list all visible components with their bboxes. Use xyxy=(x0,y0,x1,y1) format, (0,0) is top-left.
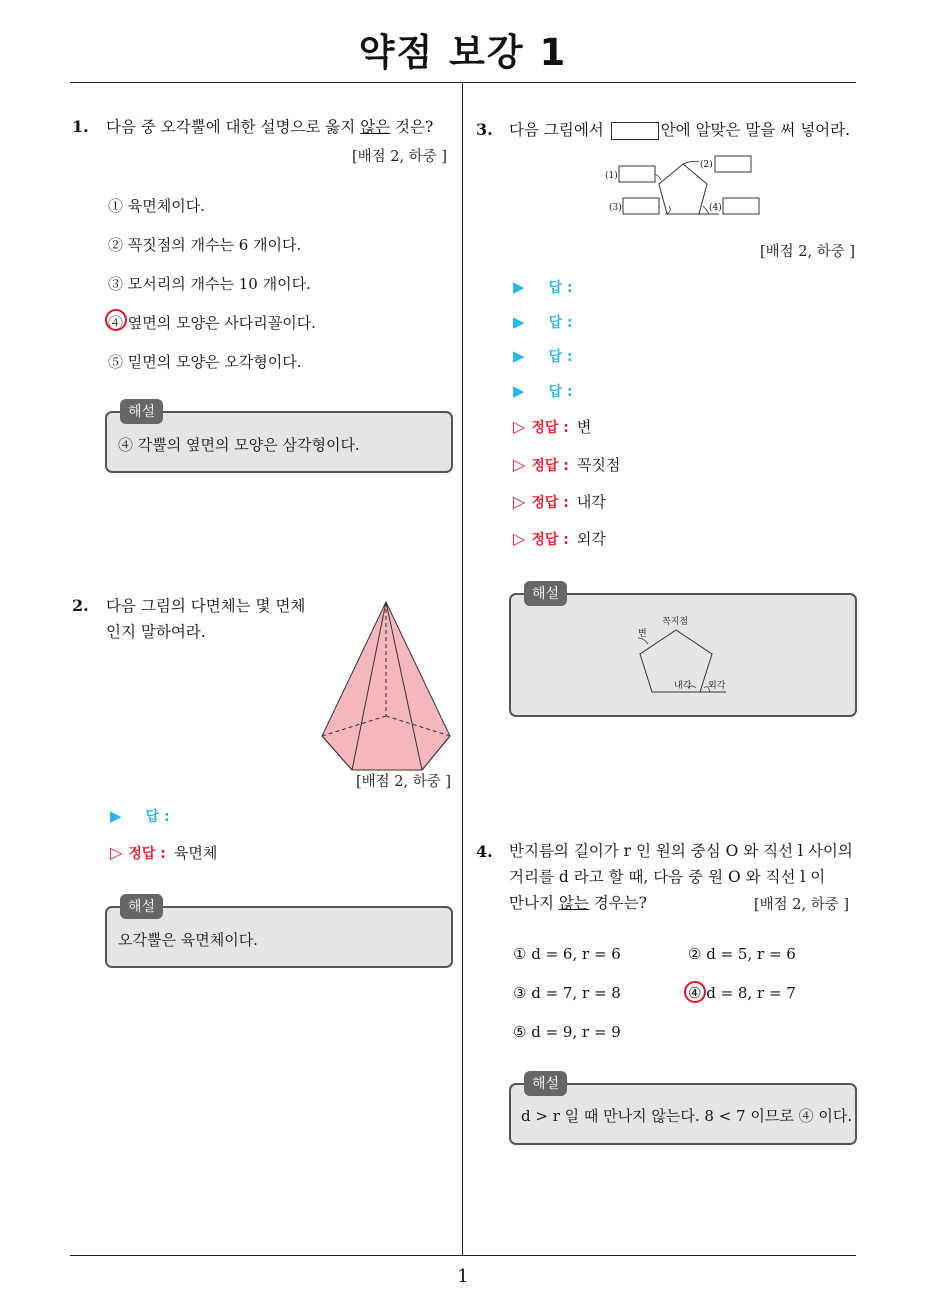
footer-rule xyxy=(70,1255,856,1256)
q1-solution-text: ④ 각뿔의 옆면의 모양은 삼각형이다. xyxy=(118,436,360,454)
pentagonal-pyramid-figure xyxy=(318,598,454,774)
q2-solution-tag: 해설 xyxy=(120,894,163,919)
sol-label-interior: 내각 xyxy=(674,681,692,691)
q1-option-5[interactable]: ⑤ 밑면의 모양은 오각형이다. xyxy=(108,353,302,371)
q4-question-line2: 거리를 d 라고 할 때, 다음 중 원 O 와 직선 l 이 xyxy=(509,868,826,886)
fig-label-2: (2) xyxy=(700,160,713,170)
q1-option-1[interactable]: ① 육면체이다. xyxy=(108,197,205,215)
page-number: 1 xyxy=(457,1266,469,1287)
fig-label-1: (1) xyxy=(605,171,618,181)
answer-circle-mark xyxy=(105,309,127,331)
q2-solution-text: 오각뿔은 육면체이다. xyxy=(118,931,258,949)
q1-score: [배점 2, 하중 ] xyxy=(352,149,448,165)
fig-label-4: (4) xyxy=(709,203,722,213)
q4-question-line1: 반지름의 길이가 r 인 원의 중심 O 와 직선 l 사이의 xyxy=(509,842,853,860)
q4-option-5[interactable]: ⑤ d = 9, r = 9 xyxy=(513,1023,621,1041)
pentagon-blank-figure xyxy=(603,152,769,218)
q1-option-4[interactable]: ④ 옆면의 모양은 사다리꼴이다. xyxy=(108,314,316,332)
q3-answer-row-4[interactable]: ▶ 답 : xyxy=(513,382,573,400)
q3-question: 다음 그림에서 안에 알맞은 말을 써 넣어라. xyxy=(509,121,851,139)
q4-question-line3: 만나지 않는 경우는? xyxy=(509,894,647,912)
q2-answer-row[interactable]: ▶ 답 : xyxy=(110,807,170,825)
q4-solution-text: d > r 일 때 만나지 않는다. 8 < 7 이므로 ④ 이다. xyxy=(521,1107,853,1125)
sol-label-exterior: 외각 xyxy=(708,681,726,691)
q3-answer-row-3[interactable]: ▶ 답 : xyxy=(513,347,573,365)
sol-label-vertex: 꼭지점 xyxy=(662,617,689,627)
q3-correct-answer-2: ▷ 정답 : 꼭짓점 xyxy=(513,455,621,474)
fig-label-3: (3) xyxy=(609,203,622,213)
q1-question: 다음 중 오각뿔에 대한 설명으로 옳지 않은 것은? xyxy=(106,118,434,136)
q2-correct-answer: ▷ 정답 : 육면체 xyxy=(110,843,218,862)
q4-option-3[interactable]: ③ d = 7, r = 8 xyxy=(513,984,621,1002)
pentagon-solution-figure xyxy=(630,612,740,698)
q3-solution-tag: 해설 xyxy=(524,581,567,606)
q2-question-line2: 인지 말하여라. xyxy=(106,623,206,641)
q2-score: [배점 2, 하중 ] xyxy=(356,774,452,790)
q4-option-2[interactable]: ② d = 5, r = 6 xyxy=(688,945,796,963)
sol-label-side: 변 xyxy=(638,629,647,639)
q1-option-2[interactable]: ② 꼭짓점의 개수는 6 개이다. xyxy=(108,236,302,254)
answer-circle-mark xyxy=(684,981,706,1003)
q3-correct-answer-3: ▷ 정답 : 내각 xyxy=(513,492,606,511)
q4-option-4[interactable]: ④ d = 8, r = 7 xyxy=(688,984,796,1002)
q1-solution-tag: 해설 xyxy=(120,399,163,424)
q4-score: [배점 2, 하중 ] xyxy=(754,897,850,913)
header-rule xyxy=(70,82,856,83)
q3-correct-answer-4: ▷ 정답 : 외각 xyxy=(513,529,606,548)
q3-answer-row-1[interactable]: ▶ 답 : xyxy=(513,278,573,296)
q3-correct-answer-1: ▷ 정답 : 변 xyxy=(513,417,592,436)
q4-option-1[interactable]: ① d = 6, r = 6 xyxy=(513,945,621,963)
page-title: 약점 보강 1 xyxy=(358,31,568,74)
q3-number: 3. xyxy=(476,120,493,139)
q1-number: 1. xyxy=(72,117,89,136)
answer-blank-box xyxy=(611,122,659,140)
q1-option-3[interactable]: ③ 모서리의 개수는 10 개이다. xyxy=(108,275,311,293)
q2-number: 2. xyxy=(72,596,89,615)
q2-question-line1: 다음 그림의 다면체는 몇 면체 xyxy=(106,597,306,615)
column-divider xyxy=(462,83,463,1255)
q4-solution-tag: 해설 xyxy=(524,1071,567,1096)
q3-score: [배점 2, 하중 ] xyxy=(760,244,856,260)
q4-number: 4. xyxy=(476,842,493,861)
q3-answer-row-2[interactable]: ▶ 답 : xyxy=(513,313,573,331)
